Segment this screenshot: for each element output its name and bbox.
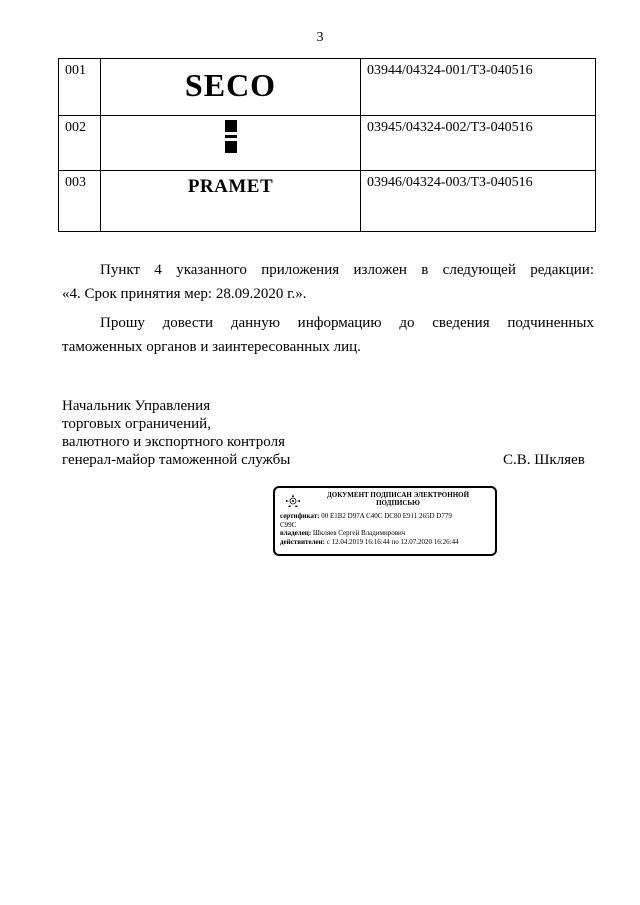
- stamp-details: [280, 512, 490, 546]
- stamp-title: [306, 491, 490, 507]
- certificate-value: 00 E1B2 D97A C40C DC80 E911 265D D779: [321, 512, 452, 520]
- row-number: 001: [59, 59, 101, 116]
- row-number: 002: [59, 116, 101, 171]
- registration-code: 03946/04324-003/ТЗ-040516: [361, 171, 596, 232]
- owner-label: владелец:: [280, 529, 312, 537]
- paragraph-line: «4. Срок принятия мер: 28.09.2020 г.».: [62, 286, 307, 302]
- trademark-table: [58, 58, 596, 232]
- page-number: 3: [316, 30, 324, 45]
- stamp-title-line: ДОКУМЕНТ ПОДПИСАН ЭЛЕКТРОННОЙ: [326, 491, 470, 499]
- row-number: 003: [59, 171, 101, 232]
- graphic-mark-logo: [225, 120, 237, 154]
- paragraph-request: [62, 311, 594, 359]
- validity-label: действителен:: [280, 537, 325, 546]
- table-row: [59, 59, 596, 116]
- seco-logo: SECO: [184, 67, 277, 103]
- pramet-logo: PRAMET: [187, 176, 274, 197]
- signatory-title-line: валютного и экспортного контроля: [62, 434, 285, 450]
- signatory-title-line: генерал-майор таможенной службы: [62, 452, 291, 468]
- emblem-icon: [283, 492, 303, 510]
- certificate-line: [280, 512, 490, 521]
- signatory-title: [62, 397, 290, 469]
- paragraph-line: Прошу довести данную информацию до сведения подчиненных: [100, 315, 594, 331]
- certificate-label: сертификат:: [280, 512, 320, 520]
- registration-code: 03945/04324-002/ТЗ-040516: [361, 116, 596, 171]
- logo-cell: [101, 116, 361, 171]
- logo-cell: [101, 59, 361, 116]
- signatory-name: С.В. Шкляев: [503, 452, 585, 468]
- registration-code: 03944/04324-001/ТЗ-040516: [361, 59, 596, 116]
- table-row: [59, 171, 596, 232]
- paragraph-line: Пункт 4 указанного приложения изложен в следующей редакции:: [100, 262, 594, 278]
- owner-value: Шкляев Сергей Владимирович: [312, 529, 406, 537]
- stamp-title-line: ПОДПИСЬЮ: [376, 499, 420, 507]
- certificate-line-cont: C99C: [280, 520, 297, 529]
- owner-line: [280, 529, 490, 538]
- electronic-signature-stamp: [273, 486, 497, 556]
- paragraph-line: таможенных органов и заинтересованных лиц.: [62, 339, 361, 355]
- validity-value: с 12.04.2019 16:16:44 по 12.07.2020 16:26:44: [326, 537, 459, 546]
- paragraph-amendment: [62, 258, 594, 306]
- signatory-title-line: Начальник Управления: [62, 398, 211, 414]
- validity-line: [280, 538, 490, 547]
- signatory-title-line: торговых ограничений,: [62, 416, 211, 432]
- logo-cell: [101, 171, 361, 232]
- table-row: [59, 116, 596, 171]
